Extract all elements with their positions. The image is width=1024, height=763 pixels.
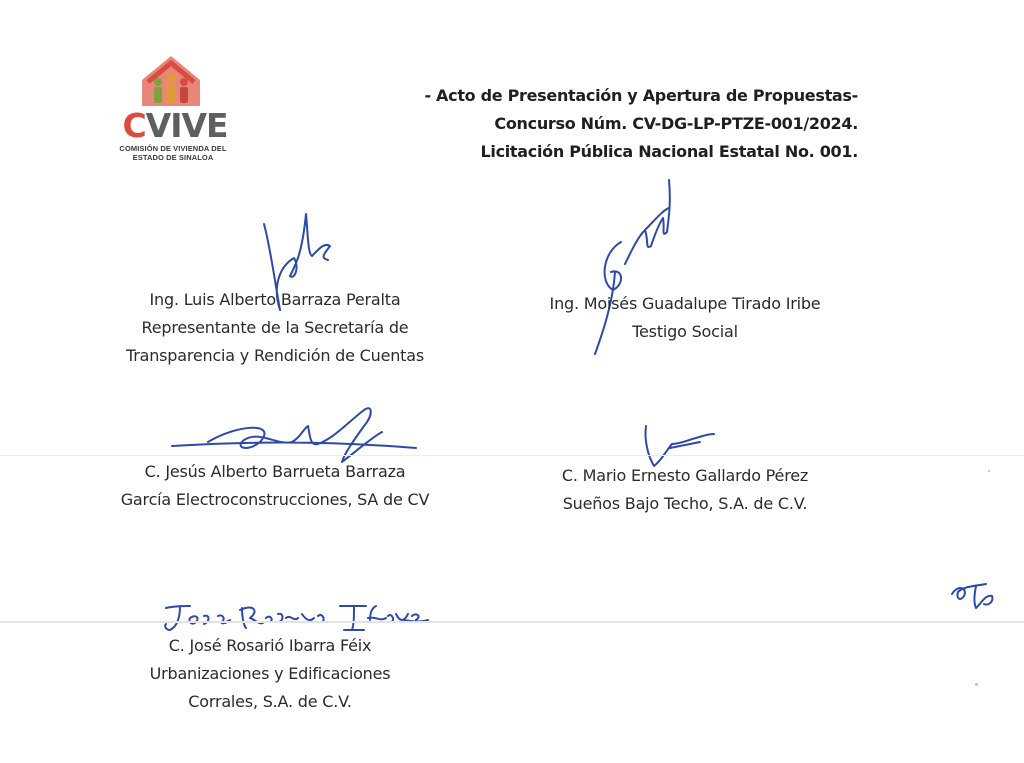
- signatory-gallardo-perez: [515, 462, 855, 518]
- signature-ibarra-felix: [160, 600, 430, 636]
- document-header: [424, 82, 858, 166]
- logo-wordmark-c: C: [122, 106, 146, 145]
- signatory-barrueta-barraza: [95, 458, 455, 514]
- signatory-company: Sueños Bajo Techo, S.A. de C.V.: [562, 494, 808, 513]
- signatory-tirado-iribe: [520, 290, 850, 346]
- signatory-name: Ing. Moisés Guadalupe Tirado Iribe: [549, 294, 821, 313]
- signatory-name: C. José Rosarió Ibarra Féix: [168, 636, 372, 655]
- house-logo-icon: [136, 52, 206, 108]
- signatory-ibarra-felix: [120, 632, 420, 716]
- logo-subtitle: [108, 144, 238, 162]
- scan-speck: [975, 683, 978, 686]
- signatory-barraza-peralta: [100, 286, 450, 370]
- logo-subtitle-line2: ESTADO DE SINALOA: [132, 153, 214, 162]
- logo-wordmark: [112, 108, 238, 144]
- signatory-company: Corrales, S.A. de C.V.: [188, 692, 352, 711]
- cvive-logo: [108, 52, 238, 164]
- margin-initials: [948, 576, 996, 612]
- signatory-name: C. Jesús Alberto Barrueta Barraza: [144, 462, 406, 481]
- scan-line: [0, 621, 1024, 623]
- header-line-tender: Licitación Pública Nacional Estatal No. 001.: [480, 142, 858, 161]
- signatory-role: Transparencia y Rendición de Cuentas: [126, 346, 424, 365]
- header-line-contest: Concurso Núm. CV-DG-LP-PTZE-001/2024.: [494, 114, 858, 133]
- signatory-name: Ing. Luis Alberto Barraza Peralta: [149, 290, 401, 309]
- header-line-act: - Acto de Presentación y Apertura de Propuestas-: [424, 86, 858, 105]
- logo-subtitle-line1: COMISIÓN DE VIVIENDA DEL: [119, 144, 227, 153]
- signatory-role: Testigo Social: [632, 322, 738, 341]
- scan-line: [0, 455, 1024, 456]
- signatory-name: C. Mario Ernesto Gallardo Pérez: [561, 466, 809, 485]
- scan-speck: [988, 470, 990, 472]
- logo-wordmark-rest: VIVE: [145, 106, 228, 145]
- signatory-company: Urbanizaciones y Edificaciones: [149, 664, 391, 683]
- signatory-company: García Electroconstrucciones, SA de CV: [120, 490, 430, 509]
- signatory-role: Representante de la Secretaría de: [141, 318, 409, 337]
